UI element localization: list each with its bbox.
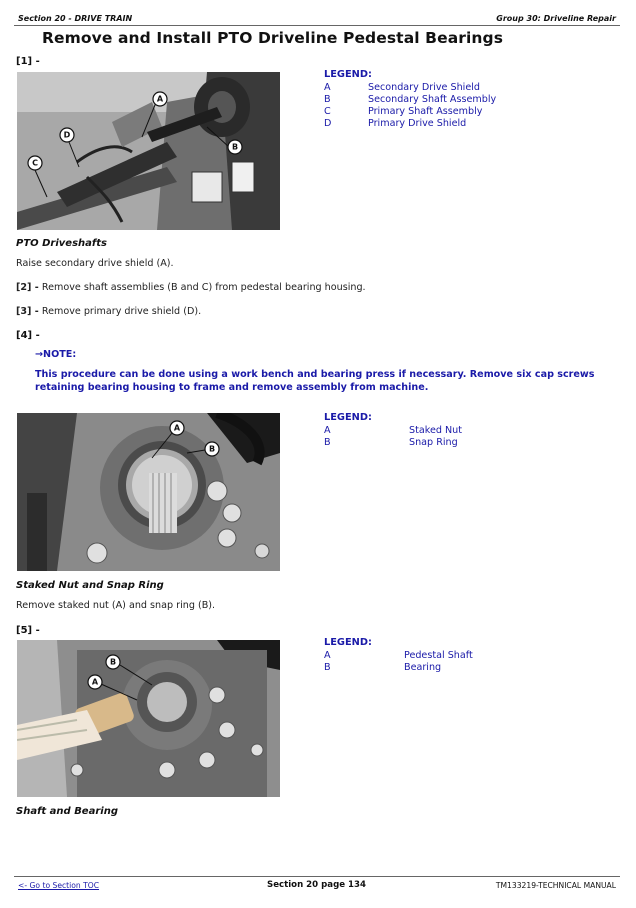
callout-a <box>170 421 184 435</box>
pto-driveshafts-image <box>17 72 280 230</box>
header-section: Section 20 - DRIVE TRAIN <box>18 14 133 23</box>
header-rule <box>14 25 620 26</box>
note-text-line-2: retaining bearing housing to frame and remove assembly from machine. <box>35 382 429 393</box>
legend-2-heading: LEGEND: <box>324 412 372 423</box>
caption-2: Staked Nut and Snap Ring <box>16 580 164 591</box>
legend-1-row: D Primary Drive Shield <box>324 118 467 129</box>
staked-nut-image <box>17 413 280 571</box>
go-to-toc-link[interactable]: <- Go to Section TOC <box>18 881 100 890</box>
legend-3-row: A Pedestal Shaft <box>324 650 473 661</box>
callout-b <box>205 442 219 456</box>
legend-2-row: B Snap Ring <box>324 437 458 448</box>
footer-manual: TM133219-TECHNICAL MANUAL <box>495 881 616 890</box>
legend-1-heading: LEGEND: <box>324 69 372 80</box>
callout-b <box>228 140 242 154</box>
callout-a <box>88 675 102 689</box>
legend-2 <box>324 412 462 448</box>
legend-1-row: B Secondary Shaft Assembly <box>324 94 497 105</box>
note-text-line-1: This procedure can be done using a work bench and bearing press if necessary. Remove six cap screws <box>35 369 595 380</box>
step-1-text: Raise secondary drive shield (A). <box>16 258 174 269</box>
svg-text:B: B <box>231 142 239 152</box>
footer-page: Section 20 page 134 <box>267 880 366 890</box>
svg-text:D: D <box>63 130 71 140</box>
note-label: →NOTE: <box>35 349 77 360</box>
svg-text:A: A <box>156 94 164 104</box>
legend-1-row: C Primary Shaft Assembly <box>324 106 483 117</box>
legend-3-row: B Bearing <box>324 662 442 673</box>
svg-text:C: C <box>32 158 38 168</box>
svg-text:B: B <box>208 444 216 454</box>
legend-2-row: A Staked Nut <box>324 425 463 436</box>
svg-text:A: A <box>173 423 181 433</box>
svg-text:A: A <box>91 677 99 687</box>
caption-3: Shaft and Bearing <box>16 806 118 817</box>
step-4-label: [4] - <box>16 330 40 341</box>
svg-text:B: B <box>109 657 117 667</box>
step-2: [2] - Remove shaft assemblies (B and C) from pedestal bearing housing. <box>16 282 366 293</box>
step-3: [3] - Remove primary drive shield (D). <box>16 306 202 317</box>
legend-1-row: A Secondary Drive Shield <box>324 82 480 93</box>
legend-1 <box>324 69 496 129</box>
step-5-label: [5] - <box>16 625 40 636</box>
legend-3-heading: LEGEND: <box>324 637 372 648</box>
callout-d <box>60 128 74 142</box>
shaft-and-bearing-image <box>17 640 280 797</box>
step-4-text: Remove staked nut (A) and snap ring (B). <box>16 600 216 611</box>
callout-a <box>153 92 167 106</box>
callout-c <box>28 156 42 170</box>
caption-1: PTO Driveshafts <box>16 238 107 249</box>
step-1-label: [1] - <box>16 56 40 67</box>
legend-3 <box>324 637 473 673</box>
footer-rule <box>14 876 620 877</box>
callout-b <box>106 655 120 669</box>
header-group: Group 30: Driveline Repair <box>496 14 616 23</box>
page-title: Remove and Install PTO Driveline Pedestal Bearings <box>42 29 504 47</box>
